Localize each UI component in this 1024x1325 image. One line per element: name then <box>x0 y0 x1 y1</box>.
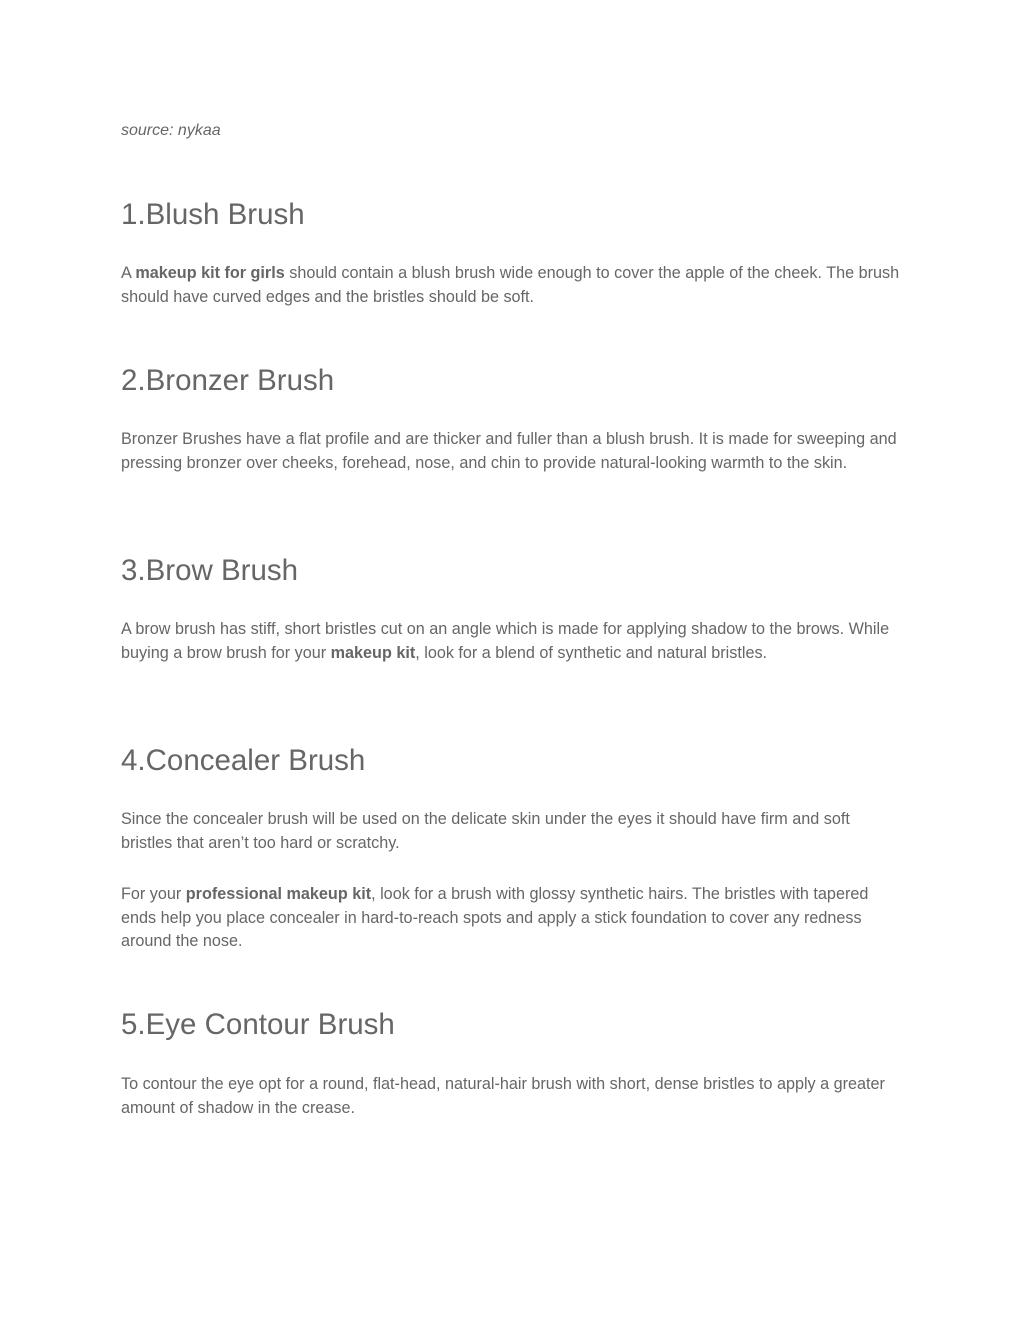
section-heading-blush-brush: 1.Blush Brush <box>121 198 305 231</box>
paragraph-text: For your <box>121 885 186 903</box>
section-paragraph <box>121 428 901 475</box>
section-heading-brow-brush: 3.Brow Brush <box>121 554 299 587</box>
source-credit: source: nykaa <box>121 122 221 139</box>
keyword-emphasis: professional makeup kit <box>185 885 372 903</box>
section-heading-bronzer-brush: 2.Bronzer Brush <box>121 364 335 397</box>
section-paragraph <box>121 883 901 954</box>
paragraph-text: A <box>121 264 136 282</box>
keyword-emphasis: makeup kit for girls <box>135 264 285 282</box>
paragraph-text: , look for a brush with glossy synthetic hairs. The bristles with tapered ends help you place concealer in hard-to-reach spots and apply a stick foundation to cover any redness around the nose. <box>121 885 869 950</box>
section-heading-concealer-brush: 4.Concealer Brush <box>121 744 366 777</box>
paragraph-text: A brow brush has stiff, short bristles cut on an angle which is made for applying shadow to the brows. While buying a brow brush for your <box>121 620 890 662</box>
paragraph-text: Bronzer Brushes have a flat profile and are thicker and fuller than a blush brush. It is made for sweeping and pressing bronzer over cheeks, forehead, nose, and chin to provide natural-looking warmth to the skin. <box>121 430 897 472</box>
paragraph-text: , look for a blend of synthetic and natural bristles. <box>415 643 768 662</box>
paragraph-text: To contour the eye opt for a round, flat-head, natural-hair brush with short, dense bristles to apply a greater amount of shadow in the crease. <box>121 1075 885 1117</box>
section-heading-eye-contour-brush: 5.Eye Contour Brush <box>121 1008 395 1041</box>
section-paragraph <box>121 618 901 665</box>
paragraph-text: should contain a blush brush wide enough to cover the apple of the cheek. The brush should have curved edges and the bristles should be soft. <box>121 264 900 306</box>
section-paragraph <box>121 808 901 855</box>
keyword-emphasis: makeup kit <box>330 643 416 662</box>
paragraph-text: Since the concealer brush will be used on the delicate skin under the eyes it should have firm and soft bristles that aren’t too hard or scratchy. <box>121 810 850 852</box>
section-paragraph <box>121 262 901 309</box>
section-paragraph <box>121 1073 901 1120</box>
